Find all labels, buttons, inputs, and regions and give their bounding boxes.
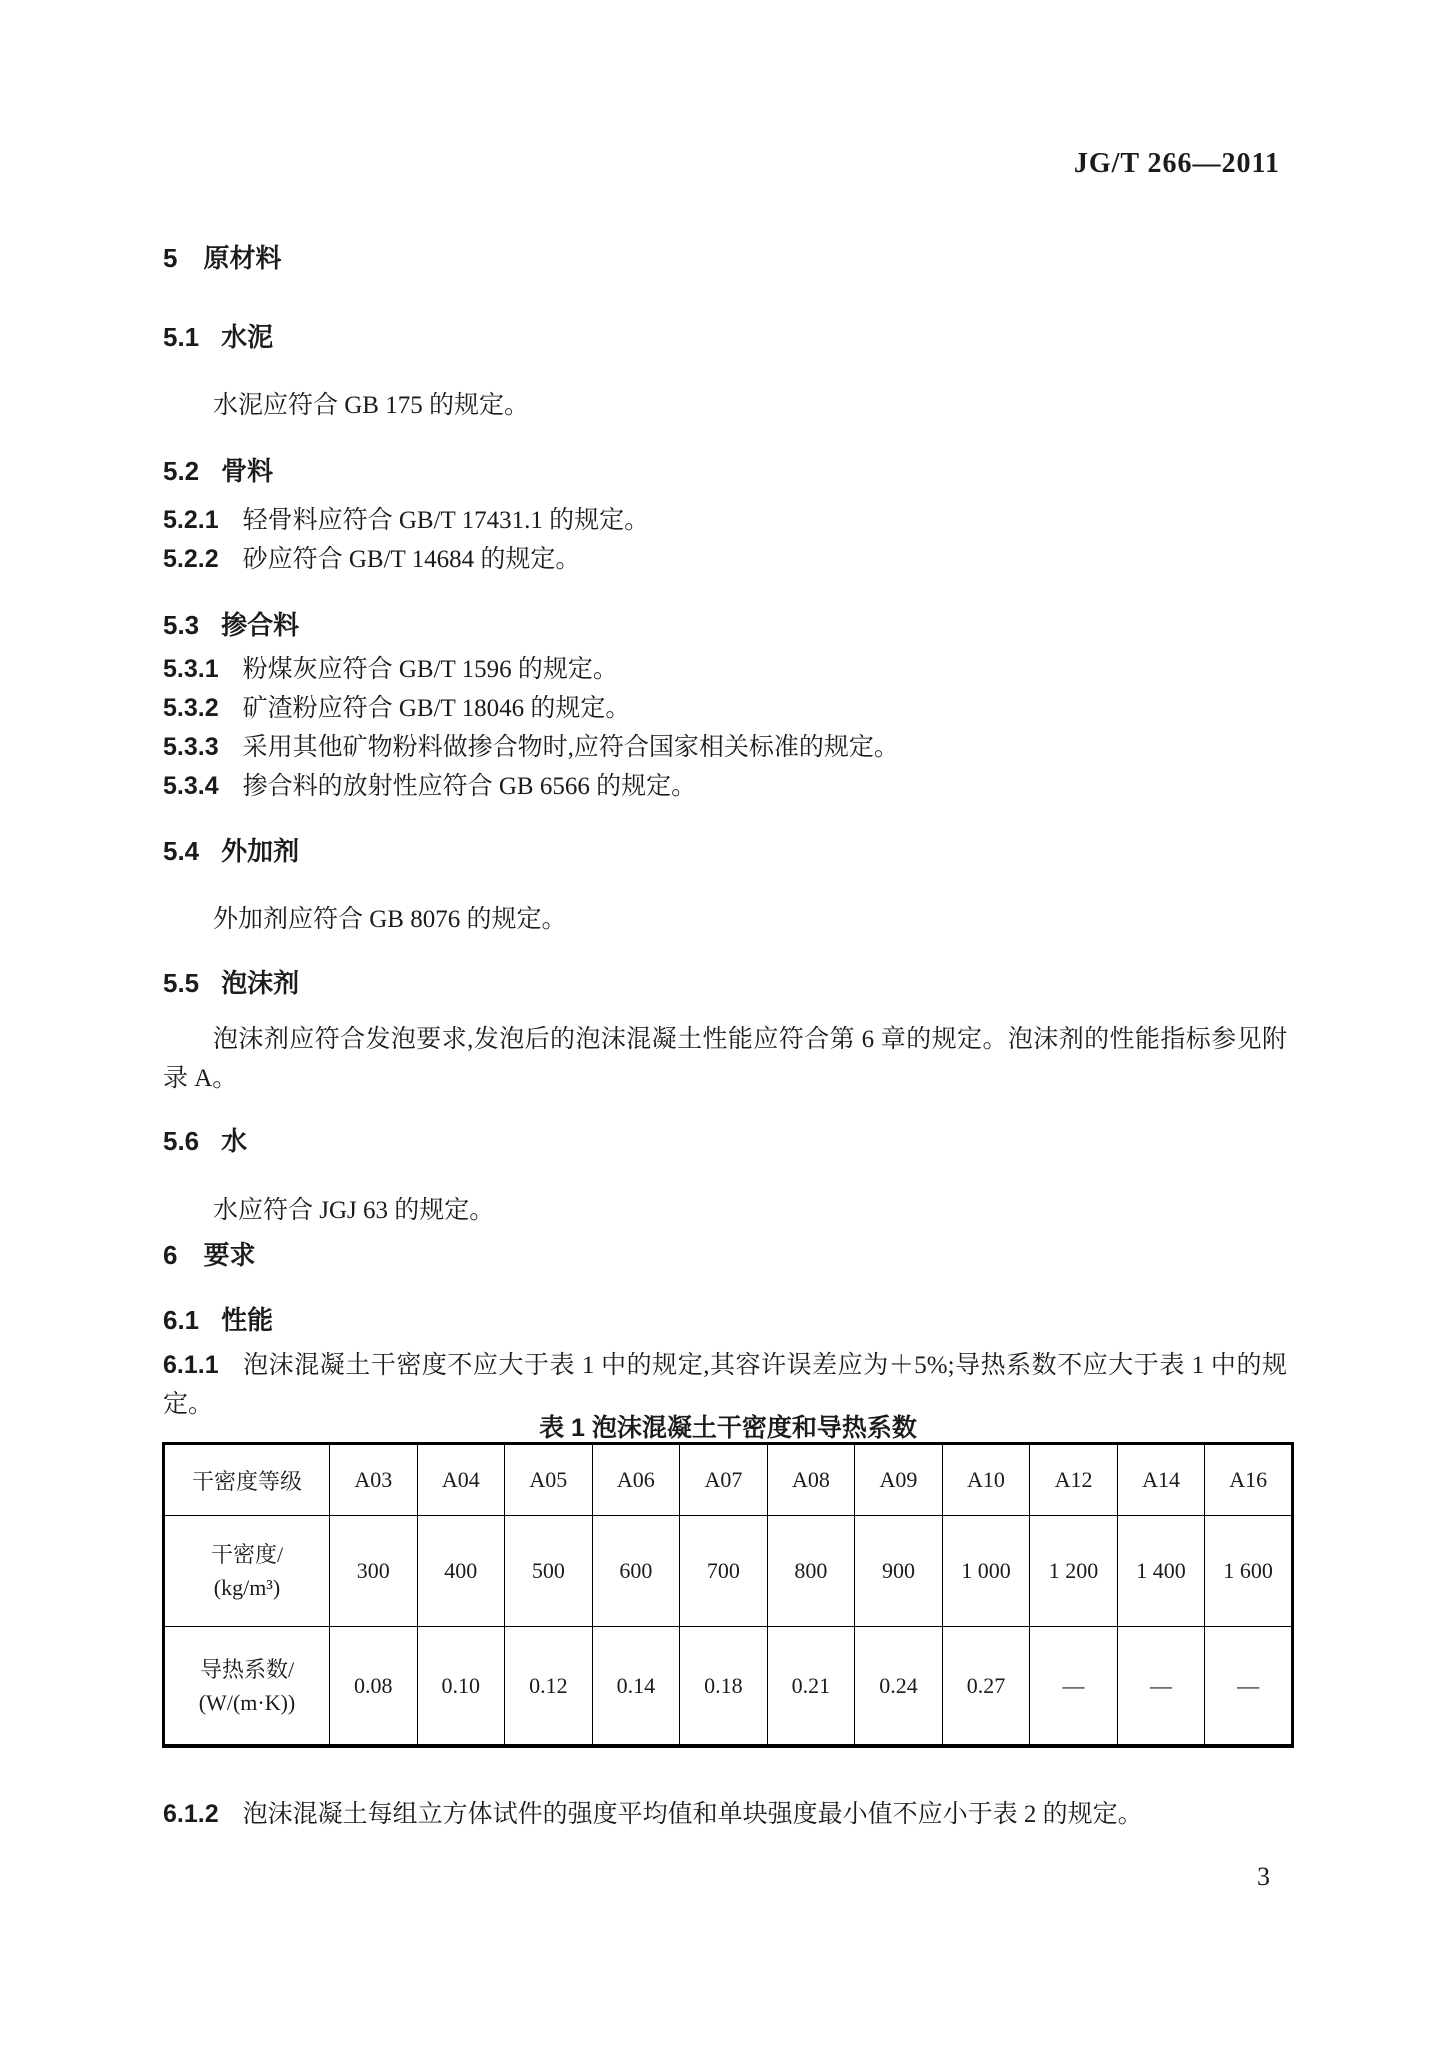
section-5-5-number: 5.5 [163,968,200,998]
section-5-2-number: 5.2 [163,456,200,486]
table1-cell: 800 [767,1516,855,1627]
table1-col-header: A04 [417,1444,505,1516]
clause-5-3-2-text: 矿渣粉应符合 GB/T 18046 的规定。 [242,695,631,722]
clause-5-3-1 [163,650,1287,689]
table1-cell: 0.08 [330,1627,418,1747]
table1-cell: — [1030,1627,1118,1747]
clause-5-3-3-number: 5.3.3 [163,733,219,761]
section-5-4-title: 外加剂 [221,836,300,866]
section-5-6-title: 水 [221,1126,248,1156]
clause-5-3-4-number: 5.3.4 [163,772,219,800]
paragraph-5-6: 水应符合 JGJ 63 的规定。 [213,1197,495,1224]
density-label-line1: 干密度/ [210,1542,284,1567]
table1 [162,1442,1294,1748]
table1-col-header: A16 [1205,1444,1293,1516]
table1-col-header: 干密度等级 [164,1444,330,1516]
chapter-6-number: 6 [163,1240,178,1270]
section-5-4-number: 5.4 [163,836,200,866]
section-5-3-number: 5.3 [163,610,200,640]
clause-6-1-1-text: 泡沫混凝土干密度不应大于表 1 中的规定,其容许误差应为＋5%;导热系数不应大于表 1 中的规定。 [163,1352,1287,1418]
page-number: 3 [1257,1862,1270,1891]
table1-cell: 700 [680,1516,768,1627]
table1-cell: — [1205,1627,1293,1747]
table1-cell: 1 400 [1117,1516,1205,1627]
section-6-1-number: 6.1 [163,1305,200,1335]
table1-thermal-label [164,1627,330,1747]
clause-5-2-2 [163,540,1287,579]
table1-col-header: A10 [942,1444,1030,1516]
clause-5-3-3 [163,728,1287,767]
clause-5-3-2-number: 5.3.2 [163,694,219,722]
clause-5-2-2-text: 砂应符合 GB/T 14684 的规定。 [242,546,581,573]
table1-cell: 0.12 [505,1627,593,1747]
section-5-3-title: 掺合料 [221,610,300,640]
doc-code: JG/T 266—2011 [1073,148,1280,179]
thermal-label-line2: (W/(m·K)) [198,1689,296,1715]
clause-6-1-2-text: 泡沫混凝土每组立方体试件的强度平均值和单块强度最小值不应小于表 2 的规定。 [242,1801,1143,1828]
table1-cell: 1 600 [1205,1516,1293,1627]
table1-cell: — [1117,1627,1205,1747]
table1-col-header: A03 [330,1444,418,1516]
table1-cell: 300 [330,1516,418,1627]
table1-thermal-row [164,1627,1293,1747]
table1-cell: 900 [855,1516,943,1627]
chapter-5-number: 5 [163,243,178,273]
clause-5-2-1 [163,501,1287,540]
table1-cell: 600 [592,1516,680,1627]
table1-col-header: A09 [855,1444,943,1516]
clause-6-1-2-number: 6.1.2 [163,1800,219,1828]
section-5-6-heading [163,1126,247,1156]
table1-col-header: A05 [505,1444,593,1516]
table1-cell: 0.27 [942,1627,1030,1747]
table1-col-header: A07 [680,1444,768,1516]
clause-5-3-1-number: 5.3.1 [163,655,219,683]
table1-cell: 1 200 [1030,1516,1118,1627]
clause-5-3-1-text: 粉煤灰应符合 GB/T 1596 的规定。 [242,656,618,683]
thermal-label-line1: 导热系数/ [199,1656,295,1682]
clause-5-3-3-text: 采用其他矿物粉料做掺合物时,应符合国家相关标准的规定。 [242,734,899,761]
clause-6-1-1-number: 6.1.1 [163,1351,219,1379]
table1-cell: 0.24 [855,1627,943,1747]
table1-col-header: A12 [1030,1444,1118,1516]
paragraph-5-4: 外加剂应符合 GB 8076 的规定。 [213,906,567,933]
clause-5-2-2-number: 5.2.2 [163,545,219,573]
section-5-1-number: 5.1 [163,322,200,352]
clause-5-3-4-text: 掺合料的放射性应符合 GB 6566 的规定。 [242,773,697,800]
table1-cell: 0.18 [680,1627,768,1747]
table1-cell: 400 [417,1516,505,1627]
paragraph-5-1: 水泥应符合 GB 175 的规定。 [213,392,529,419]
section-5-5-heading [163,968,299,998]
table1-header-row [164,1444,1293,1516]
table1-cell: 0.21 [767,1627,855,1747]
table1-caption: 表 1 泡沫混凝土干密度和导热系数 [539,1414,917,1442]
chapter-6-heading [163,1240,255,1270]
clause-5-3-2 [163,689,1287,728]
section-5-3-heading [163,610,299,640]
density-label-line2: (kg/m³) [213,1575,281,1600]
table1-col-header: A14 [1117,1444,1205,1516]
section-6-1-title: 性能 [221,1305,274,1335]
table1-cell: 0.14 [592,1627,680,1747]
table1-density-row [164,1516,1293,1627]
section-6-1-heading [163,1305,273,1335]
table1-cell: 0.10 [417,1627,505,1747]
section-5-2-title: 骨料 [221,456,274,486]
section-5-1-heading [163,322,273,352]
clause-6-1-2 [163,1795,1287,1834]
clause-5-2-1-number: 5.2.1 [163,506,219,534]
chapter-6-title: 要求 [203,1240,256,1270]
clause-5-2-1-text: 轻骨料应符合 GB/T 17431.1 的规定。 [242,507,650,534]
section-5-2-heading [163,456,273,486]
table1-col-header: A08 [767,1444,855,1516]
chapter-5-heading [163,243,281,273]
table1-cell: 1 000 [942,1516,1030,1627]
section-5-1-title: 水泥 [221,322,274,352]
table1-cell: 500 [505,1516,593,1627]
section-5-6-number: 5.6 [163,1126,200,1156]
table1-col-header: A06 [592,1444,680,1516]
section-5-4-heading [163,836,299,866]
section-5-5-title: 泡沫剂 [221,968,300,998]
paragraph-5-5: 泡沫剂应符合发泡要求,发泡后的泡沫混凝土性能应符合第 6 章的规定。泡沫剂的性能指标参见附录 A。 [163,1026,1287,1092]
clause-5-3-4 [163,767,1287,806]
table1-density-label [164,1516,330,1627]
chapter-5-title: 原材料 [203,243,282,273]
